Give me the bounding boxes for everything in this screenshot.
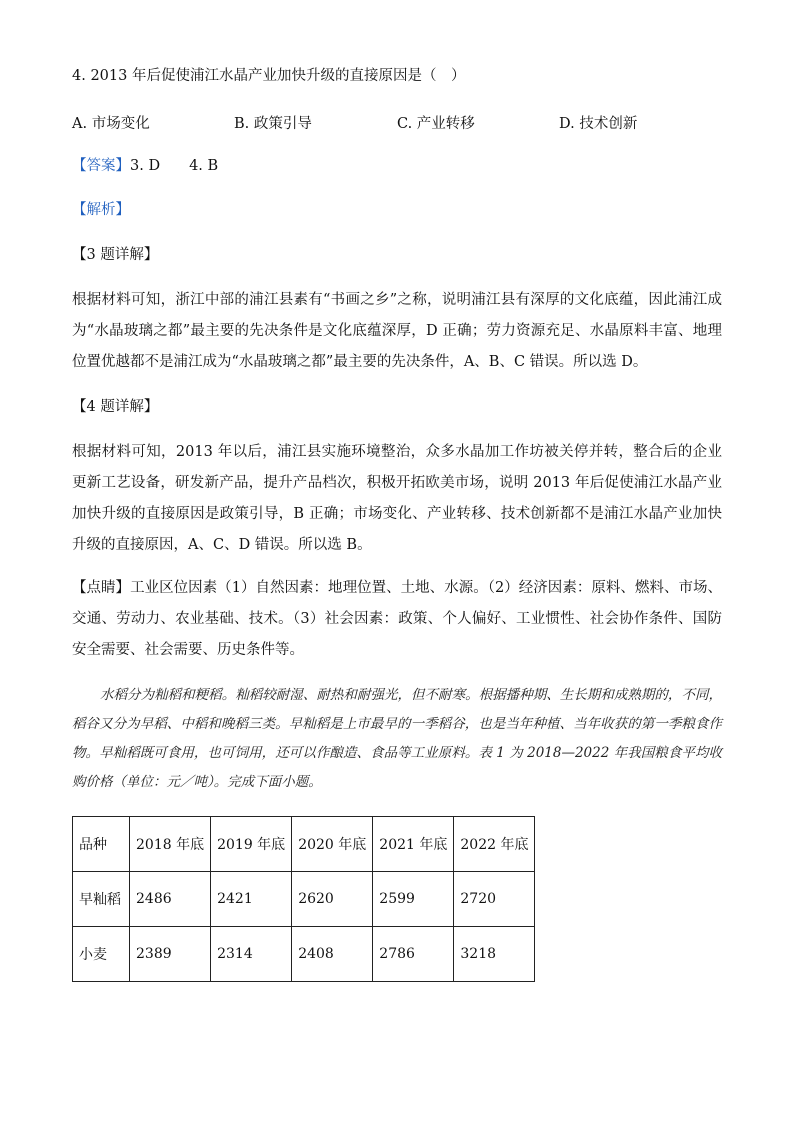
answer-text: 3. D 4. B — [130, 158, 219, 174]
question-4-options — [72, 112, 722, 132]
detail-3-text: 根据材料可知，浙江中部的浦江县素有“书画之乡”之称，说明浦江县有深厚的文化底蕴，因此浦江成为“水晶玻璃之都”最主要的先决条件是文化底蕴深厚，D 正确；劳力资源充足、水晶原料丰富、地理位置优越都不是浦江成为“水晶玻璃之都”最主要的先决条件，A、B、C 错误。所以选 D。 — [72, 292, 722, 370]
option-text: 技术创新 — [579, 116, 638, 132]
option-letter: B. — [234, 116, 250, 132]
table-header-cell: 2021 年底 — [373, 817, 454, 872]
answer-label: 【答案】 — [72, 158, 130, 174]
table-cell: 小麦 — [73, 927, 130, 982]
answer-line — [72, 156, 218, 176]
tip-label: 【点睛】 — [72, 580, 131, 596]
analysis-heading — [72, 200, 130, 220]
detail-4-text: 根据材料可知，2013 年以后，浦江县实施环境整治，众多水晶加工作坊被关停并转，整合后的企业更新工艺设备，研发新产品，提升产品档次，积极开拓欧美市场，说明 2013 年后促使浦江水晶产业加快升级的直接原因是政策引导，B 正确；市场变化、产业转移、技术创新都不是浦江水晶产业加快升级的直接原因，A、C、D 错误。所以选 B。 — [72, 444, 722, 553]
table-header-cell: 2020 年底 — [292, 817, 373, 872]
option-text: 政策引导 — [253, 116, 312, 132]
table-cell: 2599 — [373, 872, 454, 927]
analysis-label: 【解析】 — [72, 202, 130, 218]
option-b — [234, 112, 312, 133]
table-header-cell: 品种 — [73, 817, 130, 872]
table-cell: 2486 — [130, 872, 211, 927]
table-row — [73, 927, 535, 982]
table-cell: 2314 — [211, 927, 292, 982]
table-cell: 2421 — [211, 872, 292, 927]
price-table — [72, 816, 535, 982]
option-letter: D. — [559, 116, 575, 132]
table-header-cell: 2022 年底 — [454, 817, 535, 872]
table-header-cell: 2018 年底 — [130, 817, 211, 872]
detail-4-heading: 【4 题详解】 — [72, 399, 159, 415]
tip-paragraph — [72, 573, 722, 666]
tip-text: 工业区位因素（1）自然因素：地理位置、土地、水源。（2）经济因素：原料、燃料、市场、交通、劳动力、农业基础、技术。（3）社会因素：政策、个人偏好、工业惯性、社会协作条件、国防安全需要、社会需要、历史条件等。 — [72, 580, 723, 658]
option-d — [559, 112, 637, 133]
detail-3-heading: 【3 题详解】 — [72, 247, 159, 263]
table-row — [73, 872, 535, 927]
question-4-stem: 4. 2013 年后促使浦江水晶产业加快升级的直接原因是（ ） — [72, 68, 466, 84]
table-cell: 2786 — [373, 927, 454, 982]
option-text: 产业转移 — [416, 116, 475, 132]
option-letter: C. — [397, 116, 413, 132]
table-cell: 3218 — [454, 927, 535, 982]
option-text: 市场变化 — [91, 116, 150, 132]
option-a — [72, 112, 150, 133]
option-c — [397, 112, 475, 133]
table-header-row — [73, 817, 535, 872]
material-paragraph: 水稻分为籼稻和粳稻。籼稻较耐湿、耐热和耐强光，但不耐寒。根据播种期、生长期和成熟期的，不同，稻谷又分为早稻、中稻和晚稻三类。早籼稻是上市最早的一季稻谷，也是当年种植、当年收获的第一季粮食作物。早籼稻既可食用，也可饲用，还可以作酿造、食品等工业原料。表 1 为 2018—2022 年我国粮食平均收购价格（单位：元／吨）。完成下面小题。 — [72, 687, 722, 790]
table-cell: 早籼稻 — [73, 872, 130, 927]
table-cell: 2620 — [292, 872, 373, 927]
option-letter: A. — [72, 116, 88, 132]
table-cell: 2408 — [292, 927, 373, 982]
table-cell: 2389 — [130, 927, 211, 982]
table-header-cell: 2019 年底 — [211, 817, 292, 872]
table-cell: 2720 — [454, 872, 535, 927]
